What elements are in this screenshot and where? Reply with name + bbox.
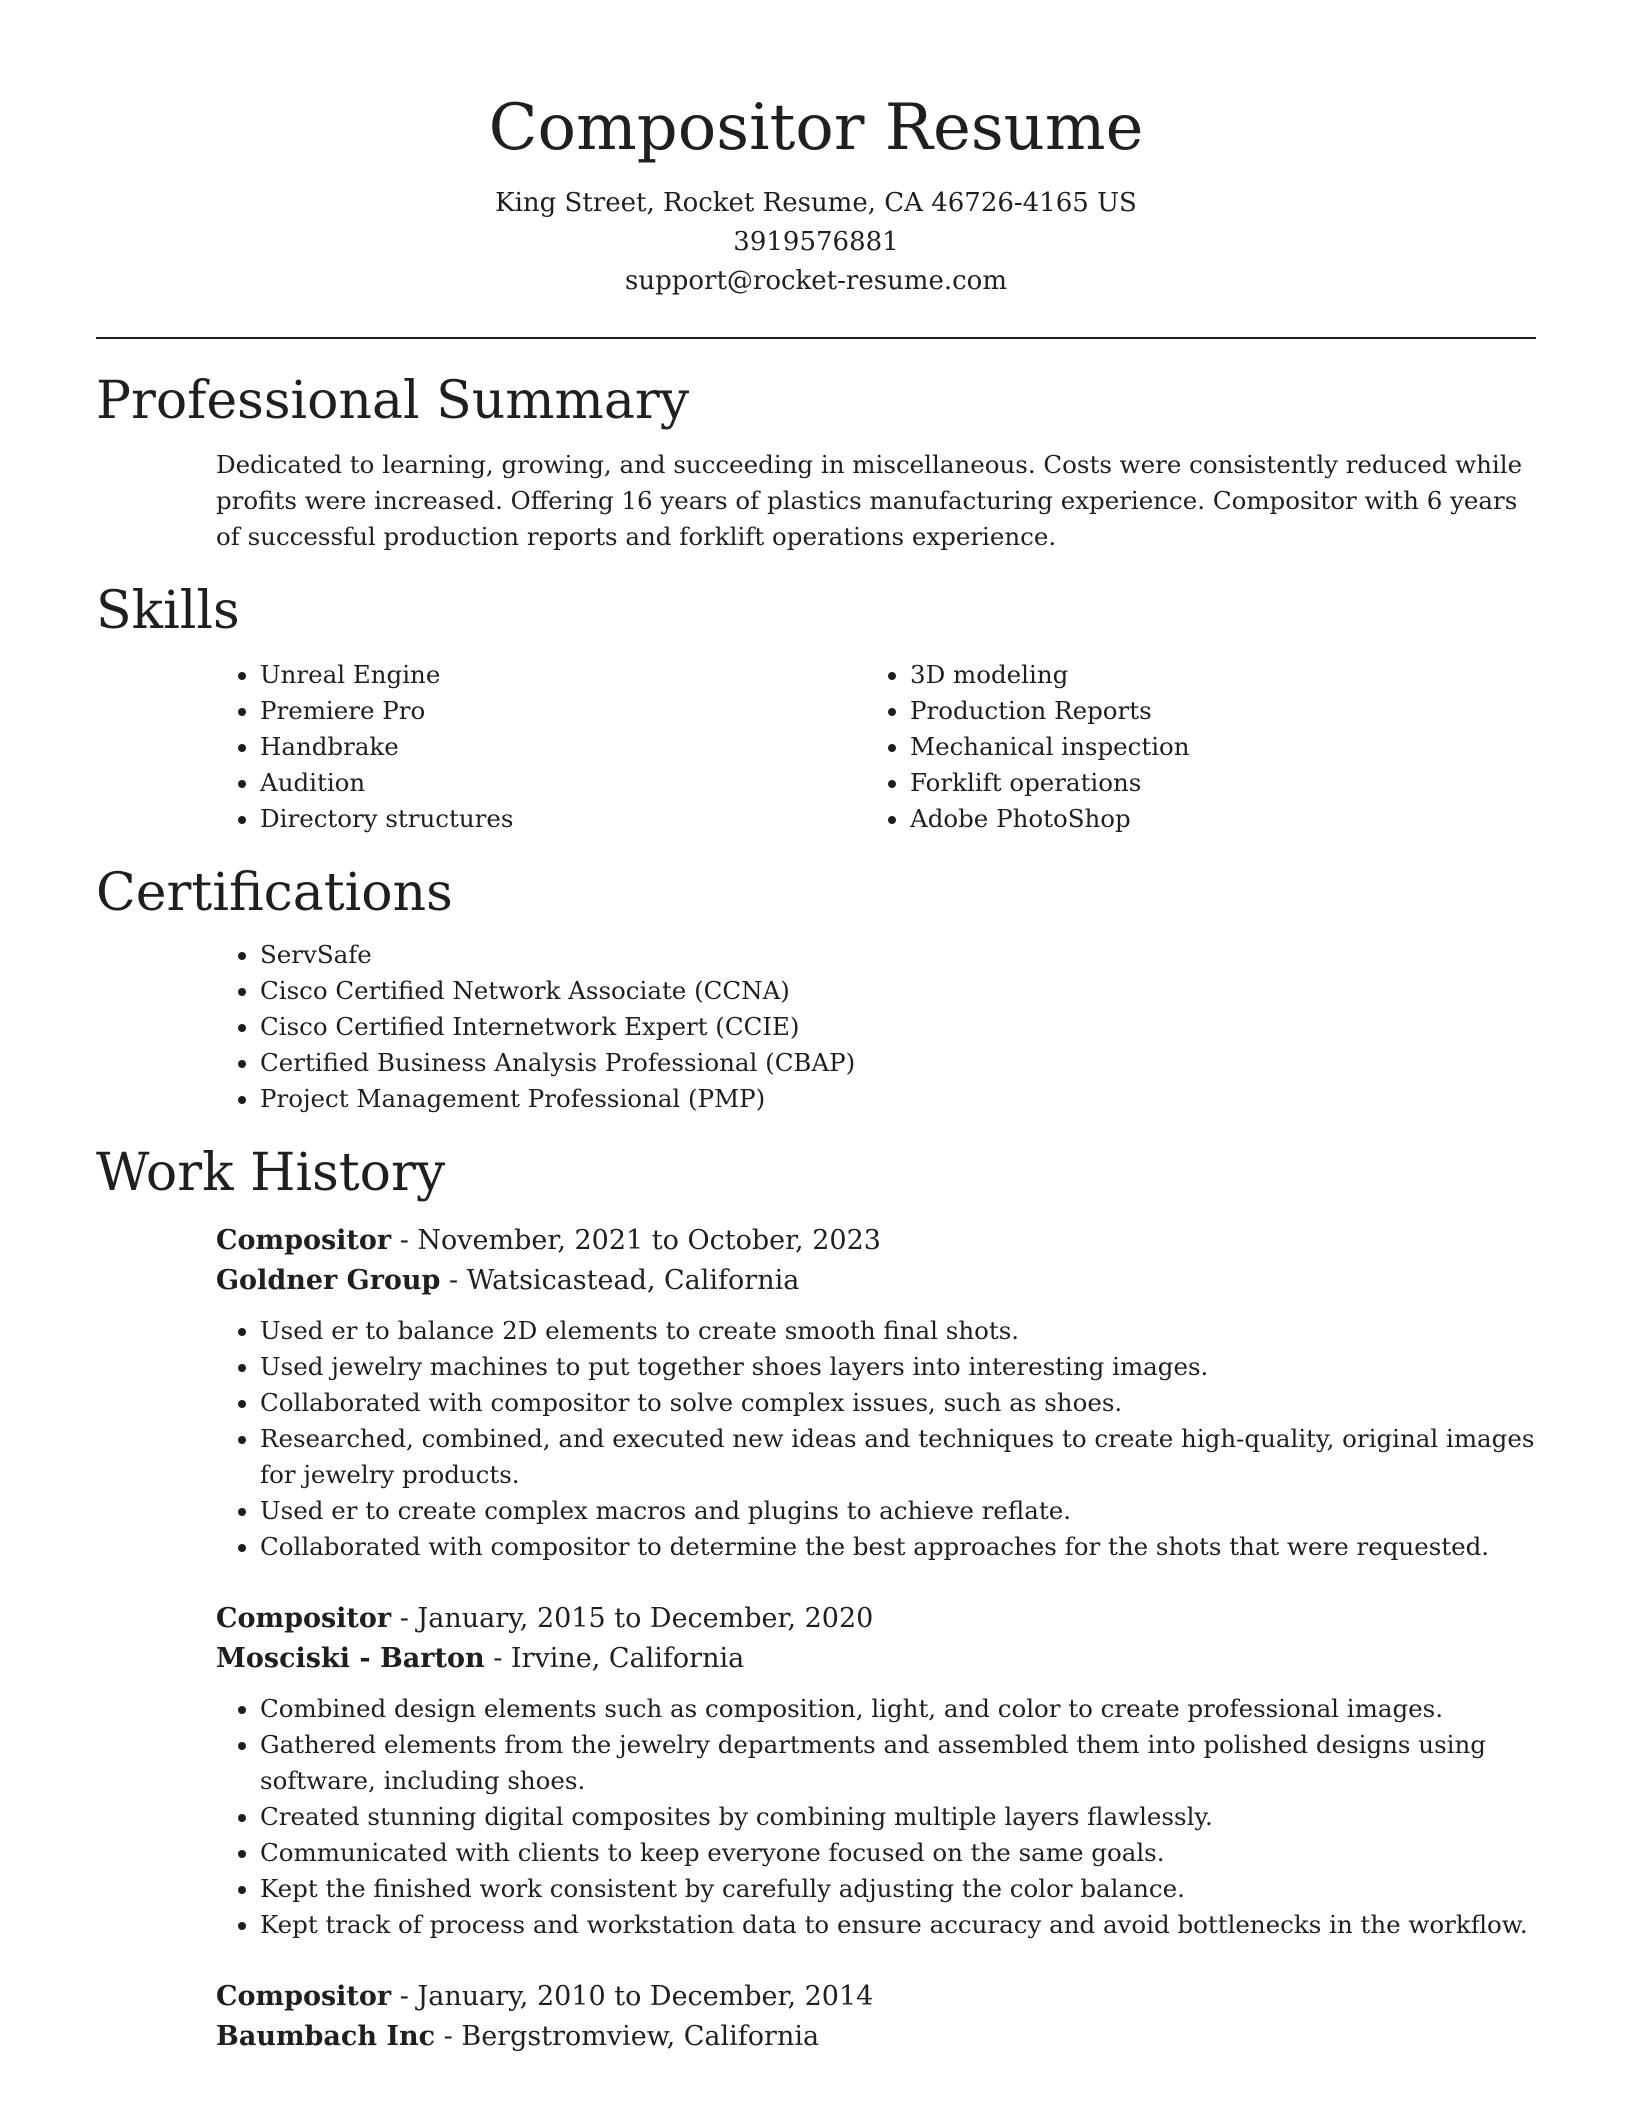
job-bullet: • Used jewelry machines to put together shoes layers into interesting images. [260,1349,1536,1385]
skill-item: • Directory structures [260,801,866,837]
skills-columns [216,657,1536,837]
certifications-heading: Certifications [96,863,453,923]
job-bullets [216,1313,1536,1565]
contact-email: support@rocket-resume.com [624,266,1007,296]
job-title: Compositor [216,1225,392,1256]
job-bullet: • Researched, combined, and executed new ideas and techniques to create high-quality, original images for jewelry products. [260,1421,1536,1493]
job-bullet: • Used er to create complex macros and plugins to achieve reflate. [260,1493,1536,1529]
job-entry [216,1221,1536,1565]
job-entry [216,1599,1536,1943]
certification-item: • Project Management Professional (PMP) [260,1081,1536,1117]
skill-item: • Handbrake [260,729,866,765]
certification-item: • Cisco Certified Internetwork Expert (CCIE) [260,1009,1536,1045]
job-company: Mosciski - Barton [216,1643,485,1674]
job-company: Goldner Group [216,1265,441,1296]
job-bullet: • Created stunning digital composites by combining multiple layers flawlessly. [260,1799,1536,1835]
skill-item: • Adobe PhotoShop [910,801,1516,837]
job-bullet: • Combined design elements such as composition, light, and color to create professional images. [260,1691,1536,1727]
job-bullet: • Kept the finished work consistent by carefully adjusting the color balance. [260,1871,1536,1907]
skill-item: • 3D modeling [910,657,1516,693]
skills-section [96,579,1536,837]
summary-section [96,369,1536,555]
job-company-line [216,1261,1536,1301]
job-bullets [216,1691,1536,1943]
certification-item: • Certified Business Analysis Professional (CBAP) [260,1045,1536,1081]
job-bullet: • Used er to balance 2D elements to create smooth final shots. [260,1313,1536,1349]
job-title: Compositor [216,1603,392,1634]
skills-column-left [216,657,866,837]
header-divider [96,337,1536,339]
work-history-section [96,1141,1536,2057]
job-company-line [216,1639,1536,1679]
skill-item: • Premiere Pro [260,693,866,729]
job-company: Baumbach Inc [216,2021,436,2052]
skill-item: • Unreal Engine [260,657,866,693]
skill-item: • Audition [260,765,866,801]
job-bullet: • Collaborated with compositor to determine the best approaches for the shots that were requested. [260,1529,1536,1565]
job-bullet: • Kept track of process and workstation data to ensure accuracy and avoid bottlenecks in the workflow. [260,1907,1536,1943]
job-bullet: • Communicated with clients to keep everyone focused on the same goals. [260,1835,1536,1871]
job-company-line [216,2017,1536,2057]
job-location: - Bergstromview, California [435,2021,820,2052]
skills-column-right [866,657,1516,837]
contact-address: King Street, Rocket Resume, CA 46726-4165 US [495,188,1137,218]
job-location: - Watsicastead, California [440,1265,800,1296]
contact-block [96,184,1536,301]
certification-item: • ServSafe [260,937,1536,973]
skill-item: • Forklift operations [910,765,1516,801]
certification-item: • Cisco Certified Network Associate (CCNA) [260,973,1536,1009]
work-history-heading: Work History [96,1143,446,1203]
job-dates: - November, 2021 to October, 2023 [391,1225,881,1256]
summary-heading: Professional Summary [96,371,690,431]
resume-header [96,0,1536,301]
job-title-line [216,1977,1536,2017]
skill-item: • Mechanical inspection [910,729,1516,765]
job-dates: - January, 2010 to December, 2014 [391,1981,874,2012]
job-entry [216,1977,1536,2057]
page-title: Compositor Resume [488,91,1144,165]
skill-item: • Production Reports [910,693,1516,729]
summary-text: Dedicated to learning, growing, and succeeding in miscellaneous. Costs were consistently reduced while profits were increased. Offering 16 years of plastics manufacturing experience. Compositor with 6 years of successful production reports and forklift operations experience. [216,450,1523,551]
resume-page [96,0,1536,2057]
job-title: Compositor [216,1981,392,2012]
job-title-line [216,1221,1536,1261]
job-title-line [216,1599,1536,1639]
contact-phone: 3919576881 [733,227,899,257]
skills-heading: Skills [96,581,240,641]
job-bullet: • Gathered elements from the jewelry departments and assembled them into polished designs using software, including shoes. [260,1727,1536,1799]
certifications-section [96,861,1536,1117]
job-bullet: • Collaborated with compositor to solve complex issues, such as shoes. [260,1385,1536,1421]
job-dates: - January, 2015 to December, 2020 [391,1603,874,1634]
job-location: - Irvine, California [484,1643,745,1674]
